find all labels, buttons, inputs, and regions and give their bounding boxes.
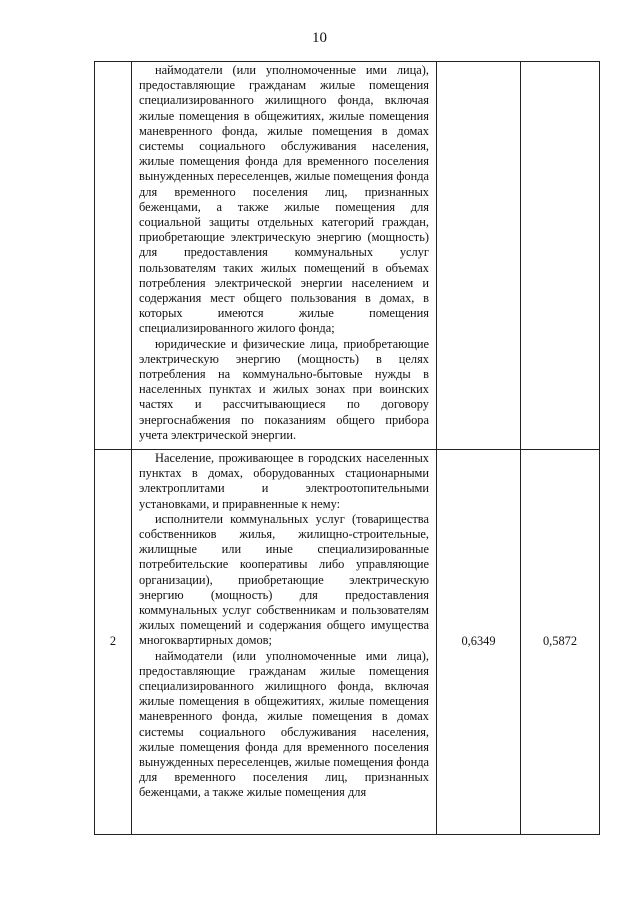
tariff-value-2-cell: 0,5872 (521, 450, 600, 835)
table-row (95, 62, 600, 450)
tariff-value-1-cell: 0,6349 (437, 450, 521, 835)
page-number: 10 (312, 30, 327, 46)
table-row (95, 450, 600, 835)
description-paragraph: Население, проживающее в городских населенных пунктах в домах, оборудованных стационарными электроплитами и электроотопительными установками, и приравненные к нему: (139, 451, 429, 511)
row-number-cell (95, 62, 132, 450)
tariff-value-1-cell (437, 62, 521, 450)
description-paragraph: юридические и физические лица, приобретающие электрическую энергию (мощность) в целях потребления на коммунально-бытовые нужды в населенных пунктах и жилых зонах при воинских частях и рассчитывающиеся по договору энергоснабжения по показаниям общего прибора учета электрической энергии. (139, 336, 429, 442)
description-paragraph: наймодатели (или уполномоченные ими лица), предоставляющие гражданам жилые помещения специализированного жилищного фонда, включая жилые помещения в общежитиях, жилые помещения маневренного фонда, жилые помещения в домах системы социального обслуживания населения, жилые помещения фонда для временного поселения вынужденных переселенцев, жилые помещения фонда для временного поселения лиц, признанных беженцами, а также жилые помещения для социальной защиты отдельных категорий граждан, приобретающие электрическую энергию (мощность) для предоставления коммунальных услуг пользователям таких жилых помещений в объемах потребления электрической энергии населением и содержания мест общего пользования в домах, в которых имеются жилые помещения специализированного жилого фонда; (139, 63, 429, 336)
tariff-table (94, 61, 600, 835)
row-number-cell: 2 (95, 450, 132, 835)
tariff-value-2-cell (521, 62, 600, 450)
row-description-cell (132, 62, 437, 450)
description-paragraph: наймодатели (или уполномоченные ими лица), предоставляющие гражданам жилые помещения специализированного жилищного фонда, включая жилые помещения в общежитиях, жилые помещения маневренного фонда, жилые помещения в домах системы социального обслуживания населения, жилые помещения фонда для временного поселения вынужденных переселенцев, жилые помещения фонда для временного поселения лиц, признанных беженцами, а также жилые помещения для (139, 648, 429, 800)
row-description-cell (132, 450, 437, 835)
description-paragraph: исполнители коммунальных услуг (товарищества собственников жилья, жилищно-строительные, жилищные или иные специализированные потребительские кооперативы либо управляющие организации), приобретающие электрическую энергию (мощность) для предоставления коммунальных услуг собственникам и пользователям жилых помещений и содержания общего имущества многоквартирных домов; (139, 511, 429, 648)
